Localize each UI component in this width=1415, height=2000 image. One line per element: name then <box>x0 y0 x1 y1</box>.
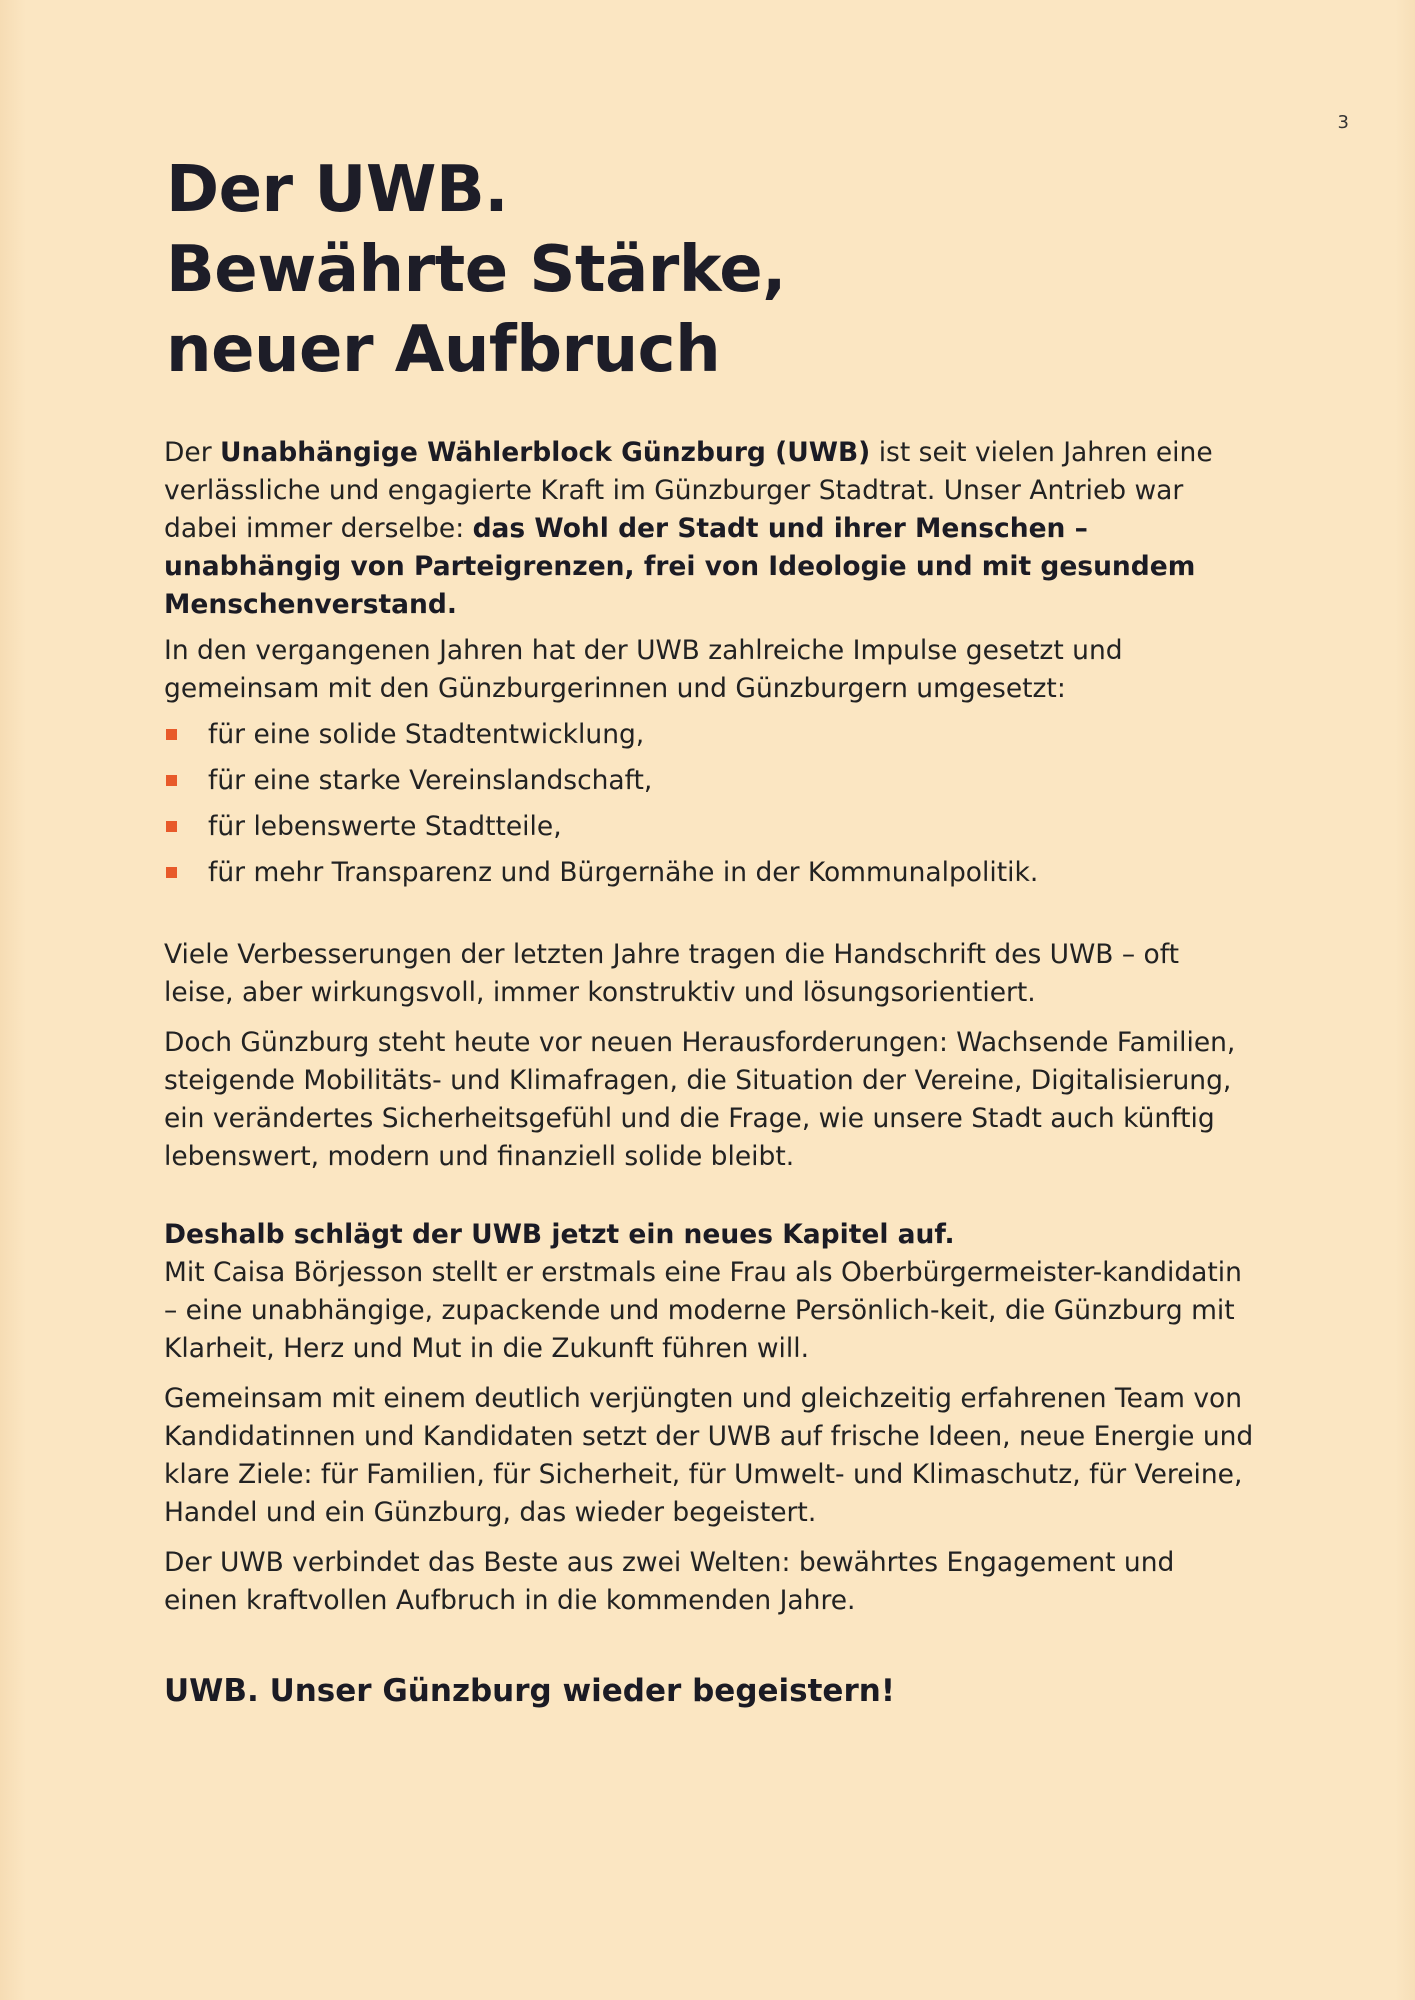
square-bullet-icon <box>166 775 177 786</box>
square-bullet-icon <box>166 729 177 740</box>
intro-bold-1: Unabhängige Wählerblock Günzburg (UWB) <box>220 437 871 468</box>
list-item <box>164 712 1254 758</box>
title-line-3: neuer Aufbruch <box>166 313 721 387</box>
list-item-text: für lebenswerte Stadtteile, <box>208 811 562 842</box>
list-item-text: für eine starke Vereinslandschaft, <box>208 765 653 796</box>
chapter-heading-text: Deshalb schlägt der UWB jetzt ein neues Kapitel auf. <box>164 1219 955 1250</box>
square-bullet-icon <box>166 867 177 878</box>
list-item <box>164 758 1254 804</box>
list-item-text: für eine solide Stadtentwicklung, <box>208 719 645 750</box>
list-item-text: für mehr Transparenz und Bürgernähe in der Kommunalpolitik. <box>208 857 1039 888</box>
title-line-2: Bewährte Stärke, <box>166 233 786 307</box>
article-body <box>164 434 1254 1710</box>
intro-bold-2: das Wohl der Stadt und ihrer Menschen – unabhängig von Parteigrenzen, frei von Ideologie und mit gesundem Menschenverstand. <box>164 513 1196 620</box>
achievements-list <box>164 712 1254 896</box>
square-bullet-icon <box>166 821 177 832</box>
chapter-heading <box>164 1216 1254 1254</box>
best-of-both-paragraph: Der UWB verbindet das Beste aus zwei Welten: bewährtes Engagement und einen kraftvollen Aufbruch in die kommenden Jahre. <box>164 1547 1175 1616</box>
intro-paragraph <box>164 434 1254 624</box>
challenges-paragraph: Doch Günzburg steht heute vor neuen Herausforderungen: Wachsende Familien, steigende Mobilitäts- und Klimafragen, die Situation der Vereine, Digitalisierung, ein verändertes Sicherheitsgefühl und die Frage, wie unsere Stadt auch künftig lebenswert, modern und finanziell solide bleibt. <box>164 1027 1236 1172</box>
page-number: 3 <box>1337 112 1349 133</box>
team-paragraph: Gemeinsam mit einem deutlich verjüngten und gleichzeitig erfahrenen Team von Kandidatinnen und Kandidaten setzt der UWB auf frische Ideen, neue Energie und klare Ziele: für Familien, für Sicherheit, für Umwelt- und Klimaschutz, für Vereine, Handel und ein Günzburg, das wieder begeistert. <box>164 1383 1254 1528</box>
closing-slogan: UWB. Unser Günzburg wieder begeistern! <box>164 1673 895 1709</box>
chapter-paragraph: Mit Caisa Börjesson stellt er erstmals eine Frau als Oberbürgermeister-kandidatin – eine unabhängige, zupackende und moderne Persönlich-keit, die Günzburg mit Klarheit, Herz und Mut in die Zukunft führen will. <box>164 1257 1242 1364</box>
list-item <box>164 804 1254 850</box>
intro-text-2: ist seit vielen Jahren eine verlässliche und engagierte Kraft im Günzburger Stadtrat. Unser Antrieb war dabei immer derselbe: <box>164 437 1213 544</box>
improvements-paragraph: Viele Verbesserungen der letzten Jahre tragen die Handschrift des UWB – oft leise, aber wirkungsvoll, immer konstruktiv und lösungsorientiert. <box>164 939 1180 1008</box>
intro-text-1: Der <box>164 437 221 468</box>
list-item <box>164 850 1254 896</box>
page-title <box>166 150 1266 390</box>
title-line-1: Der UWB. <box>166 153 509 227</box>
impulse-paragraph: In den vergangenen Jahren hat der UWB zahlreiche Impulse gesetzt und gemeinsam mit den Günzburgerinnen und Günzburgern umgesetzt: <box>164 635 1123 704</box>
